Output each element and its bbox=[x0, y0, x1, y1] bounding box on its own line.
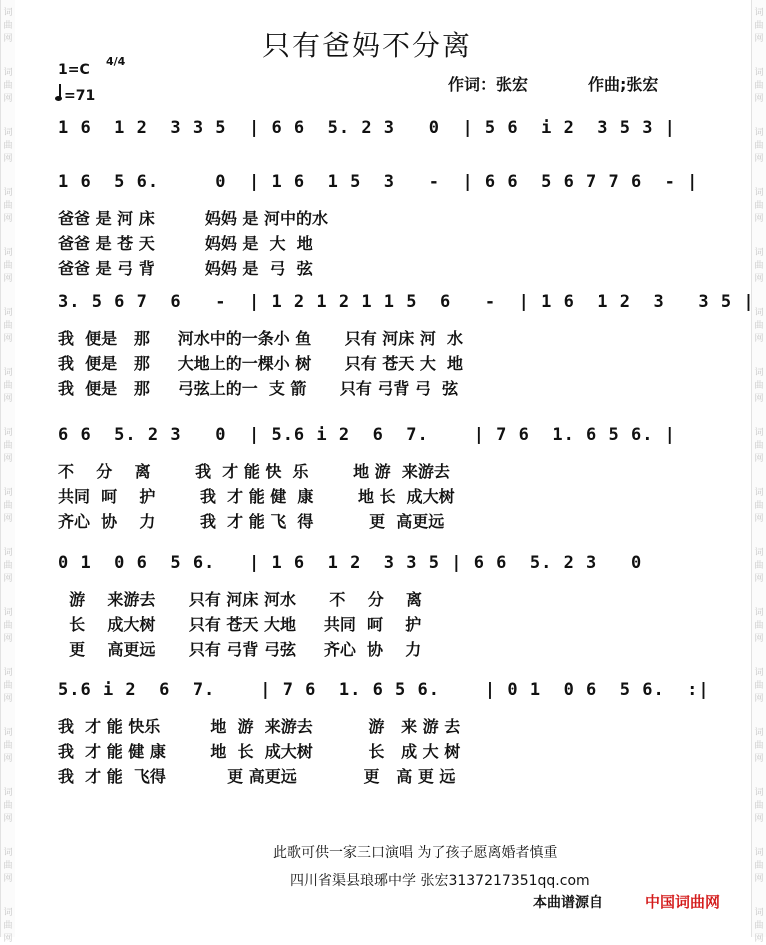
watermark-char: 网 bbox=[3, 154, 13, 164]
watermark-char: 网 bbox=[754, 394, 764, 404]
author-info: 四川省渠县琅琊中学 张宏3137217351qq.com bbox=[290, 873, 590, 889]
watermark-char: 词 bbox=[3, 488, 13, 498]
watermark-char: 词 bbox=[3, 668, 13, 678]
composer-credit: 作曲;张宏 bbox=[588, 75, 659, 94]
watermark-char: 曲 bbox=[754, 861, 764, 871]
watermark-char: 网 bbox=[754, 934, 764, 944]
left-watermark-strip bbox=[0, 0, 15, 944]
watermark-char: 曲 bbox=[3, 501, 13, 511]
watermark-char: 词 bbox=[3, 368, 13, 378]
watermark-char: 网 bbox=[3, 394, 13, 404]
watermark-char: 曲 bbox=[754, 801, 764, 811]
watermark-char: 网 bbox=[3, 754, 13, 764]
watermark-char: 网 bbox=[3, 874, 13, 884]
watermark-char: 网 bbox=[3, 334, 13, 344]
watermark-char: 词 bbox=[754, 128, 764, 138]
watermark-char: 词 bbox=[3, 428, 13, 438]
watermark-char: 词 bbox=[754, 728, 764, 738]
tempo-marking: =71 bbox=[64, 88, 96, 104]
watermark-char: 网 bbox=[754, 814, 764, 824]
watermark-char: 网 bbox=[754, 154, 764, 164]
lyric-line: 齐心 协 力 我 才 能 飞 得 更 高更远 bbox=[58, 512, 445, 531]
watermark-char: 曲 bbox=[3, 561, 13, 571]
lyric-line: 我 才 能 飞得 更 高更远 更 高 更 远 bbox=[58, 767, 456, 786]
watermark-char: 词 bbox=[3, 608, 13, 618]
source-label: 本曲谱源自 bbox=[533, 895, 603, 911]
watermark-char: 曲 bbox=[3, 921, 13, 931]
watermark-char: 词 bbox=[754, 788, 764, 798]
watermark-char: 曲 bbox=[3, 201, 13, 211]
lyric-line: 爸爸 是 弓 背 妈妈 是 弓 弦 bbox=[58, 259, 313, 278]
watermark-char: 曲 bbox=[754, 21, 764, 31]
lyrics-block bbox=[58, 587, 422, 662]
watermark-char: 词 bbox=[3, 248, 13, 258]
watermark-char: 词 bbox=[754, 368, 764, 378]
lyrics-block bbox=[58, 714, 460, 789]
watermark-char: 词 bbox=[3, 728, 13, 738]
watermark-char: 网 bbox=[3, 694, 13, 704]
time-signature: 4/4 bbox=[106, 55, 126, 68]
notation-row: 6 6 5. 2 3 0 | 5.6 i 2 6 7. | 7 6 1. 6 5 6. | bbox=[58, 425, 676, 445]
notation-row: 3. 5 6 7 6 - | 1 2 1 2 1 1 5 6 - | 1 6 1 2 3 3 5 | bbox=[58, 292, 755, 312]
watermark-char: 曲 bbox=[754, 921, 764, 931]
watermark-char: 曲 bbox=[3, 81, 13, 91]
lyricist-credit: 作词：张宏 bbox=[448, 75, 529, 94]
watermark-char: 网 bbox=[754, 454, 764, 464]
notation-row: 5.6 i 2 6 7. | 7 6 1. 6 5 6. | 0 1 0 6 5 6. :| bbox=[58, 680, 710, 700]
watermark-char: 曲 bbox=[754, 381, 764, 391]
watermark-char: 词 bbox=[754, 308, 764, 318]
watermark-char: 曲 bbox=[3, 381, 13, 391]
watermark-char: 网 bbox=[754, 574, 764, 584]
lyric-line: 我 才 能 快乐 地 游 来游去 游 来 游 去 bbox=[58, 717, 461, 736]
watermark-char: 曲 bbox=[754, 321, 764, 331]
lyrics-block bbox=[58, 326, 463, 401]
watermark-char: 网 bbox=[3, 274, 13, 284]
watermark-char: 曲 bbox=[3, 801, 13, 811]
watermark-char: 网 bbox=[3, 94, 13, 104]
watermark-char: 词 bbox=[3, 788, 13, 798]
watermark-char: 曲 bbox=[3, 21, 13, 31]
watermark-char: 网 bbox=[754, 514, 764, 524]
watermark-char: 曲 bbox=[754, 681, 764, 691]
watermark-char: 词 bbox=[3, 8, 13, 18]
watermark-char: 词 bbox=[3, 908, 13, 918]
watermark-char: 网 bbox=[3, 454, 13, 464]
song-title: 只有爸妈不分离 bbox=[262, 29, 473, 62]
watermark-char: 网 bbox=[754, 214, 764, 224]
watermark-char: 词 bbox=[3, 68, 13, 78]
watermark-char: 词 bbox=[754, 548, 764, 558]
notation-row: 1 6 5 6. 0 | 1 6 1 5 3 - | 6 6 5 6 7 7 6 - | bbox=[58, 172, 699, 192]
watermark-char: 网 bbox=[754, 694, 764, 704]
watermark-char: 曲 bbox=[3, 261, 13, 271]
watermark-char: 词 bbox=[754, 188, 764, 198]
watermark-char: 词 bbox=[754, 488, 764, 498]
watermark-char: 曲 bbox=[3, 861, 13, 871]
lyrics-block bbox=[58, 206, 328, 281]
watermark-char: 曲 bbox=[3, 741, 13, 751]
notation-row: 1 6 1 2 3 3 5 | 6 6 5. 2 3 0 | 5 6 i 2 3 5 3 | bbox=[58, 118, 676, 138]
watermark-char: 网 bbox=[754, 94, 764, 104]
watermark-char: 曲 bbox=[3, 141, 13, 151]
watermark-char: 网 bbox=[754, 754, 764, 764]
lyric-line: 我 便是 那 大地上的一棵小 树 只有 苍天 大 地 bbox=[58, 354, 463, 373]
watermark-char: 词 bbox=[754, 848, 764, 858]
performance-note: 此歌可供一家三口演唱 为了孩子愿离婚者慎重 bbox=[273, 845, 558, 861]
watermark-char: 词 bbox=[754, 428, 764, 438]
watermark-char: 词 bbox=[754, 908, 764, 918]
lyric-line: 共同 呵 护 我 才 能 健 康 地 长 成大树 bbox=[58, 487, 455, 506]
watermark-char: 网 bbox=[3, 574, 13, 584]
lyric-line: 游 来游去 只有 河床 河水 不 分 离 bbox=[58, 590, 422, 609]
right-watermark-strip bbox=[751, 0, 766, 944]
watermark-char: 曲 bbox=[754, 561, 764, 571]
watermark-char: 网 bbox=[754, 334, 764, 344]
watermark-char: 网 bbox=[754, 274, 764, 284]
watermark-char: 网 bbox=[3, 34, 13, 44]
lyric-line: 我 便是 那 弓弦上的一 支 箭 只有 弓背 弓 弦 bbox=[58, 379, 459, 398]
watermark-char: 词 bbox=[754, 248, 764, 258]
watermark-char: 曲 bbox=[3, 681, 13, 691]
watermark-char: 词 bbox=[3, 548, 13, 558]
watermark-char: 网 bbox=[3, 214, 13, 224]
watermark-char: 网 bbox=[3, 634, 13, 644]
watermark-char: 网 bbox=[754, 874, 764, 884]
watermark-char: 词 bbox=[754, 668, 764, 678]
watermark-char: 曲 bbox=[754, 201, 764, 211]
watermark-char: 曲 bbox=[754, 81, 764, 91]
lyrics-block bbox=[58, 459, 455, 534]
watermark-char: 曲 bbox=[3, 621, 13, 631]
lyric-line: 长 成大树 只有 苍天 大地 共同 呵 护 bbox=[58, 615, 422, 634]
watermark-char: 网 bbox=[754, 634, 764, 644]
watermark-char: 网 bbox=[754, 34, 764, 44]
watermark-char: 曲 bbox=[754, 441, 764, 451]
watermark-char: 词 bbox=[754, 608, 764, 618]
watermark-char: 曲 bbox=[754, 621, 764, 631]
lyric-line: 不 分 离 我 才 能 快 乐 地 游 来游去 bbox=[58, 462, 450, 481]
quarter-note-head-icon bbox=[55, 96, 62, 101]
watermark-char: 词 bbox=[3, 188, 13, 198]
watermark-char: 词 bbox=[754, 8, 764, 18]
watermark-char: 曲 bbox=[754, 501, 764, 511]
watermark-char: 词 bbox=[3, 128, 13, 138]
watermark-char: 词 bbox=[3, 308, 13, 318]
watermark-char: 曲 bbox=[3, 321, 13, 331]
lyric-line: 爸爸 是 苍 天 妈妈 是 大 地 bbox=[58, 234, 313, 253]
lyric-line: 我 便是 那 河水中的一条小 鱼 只有 河床 河 水 bbox=[58, 329, 463, 348]
lyric-line: 我 才 能 健 康 地 长 成大树 长 成 大 树 bbox=[58, 742, 461, 761]
lyric-line: 爸爸 是 河 床 妈妈 是 河中的水 bbox=[58, 209, 328, 228]
watermark-char: 网 bbox=[3, 514, 13, 524]
watermark-char: 曲 bbox=[754, 261, 764, 271]
watermark-char: 曲 bbox=[754, 141, 764, 151]
watermark-char: 曲 bbox=[3, 441, 13, 451]
lyric-line: 更 高更远 只有 弓背 弓弦 齐心 协 力 bbox=[58, 640, 422, 659]
brand-link[interactable]: 中国词曲网 bbox=[645, 893, 721, 911]
watermark-char: 网 bbox=[3, 934, 13, 944]
watermark-char: 词 bbox=[754, 68, 764, 78]
watermark-char: 网 bbox=[3, 814, 13, 824]
notation-row: 0 1 0 6 5 6. | 1 6 1 2 3 3 5 | 6 6 5. 2 3 0 bbox=[58, 553, 643, 573]
watermark-char: 词 bbox=[3, 848, 13, 858]
watermark-char: 曲 bbox=[754, 741, 764, 751]
key-signature: 1=C bbox=[58, 62, 90, 78]
